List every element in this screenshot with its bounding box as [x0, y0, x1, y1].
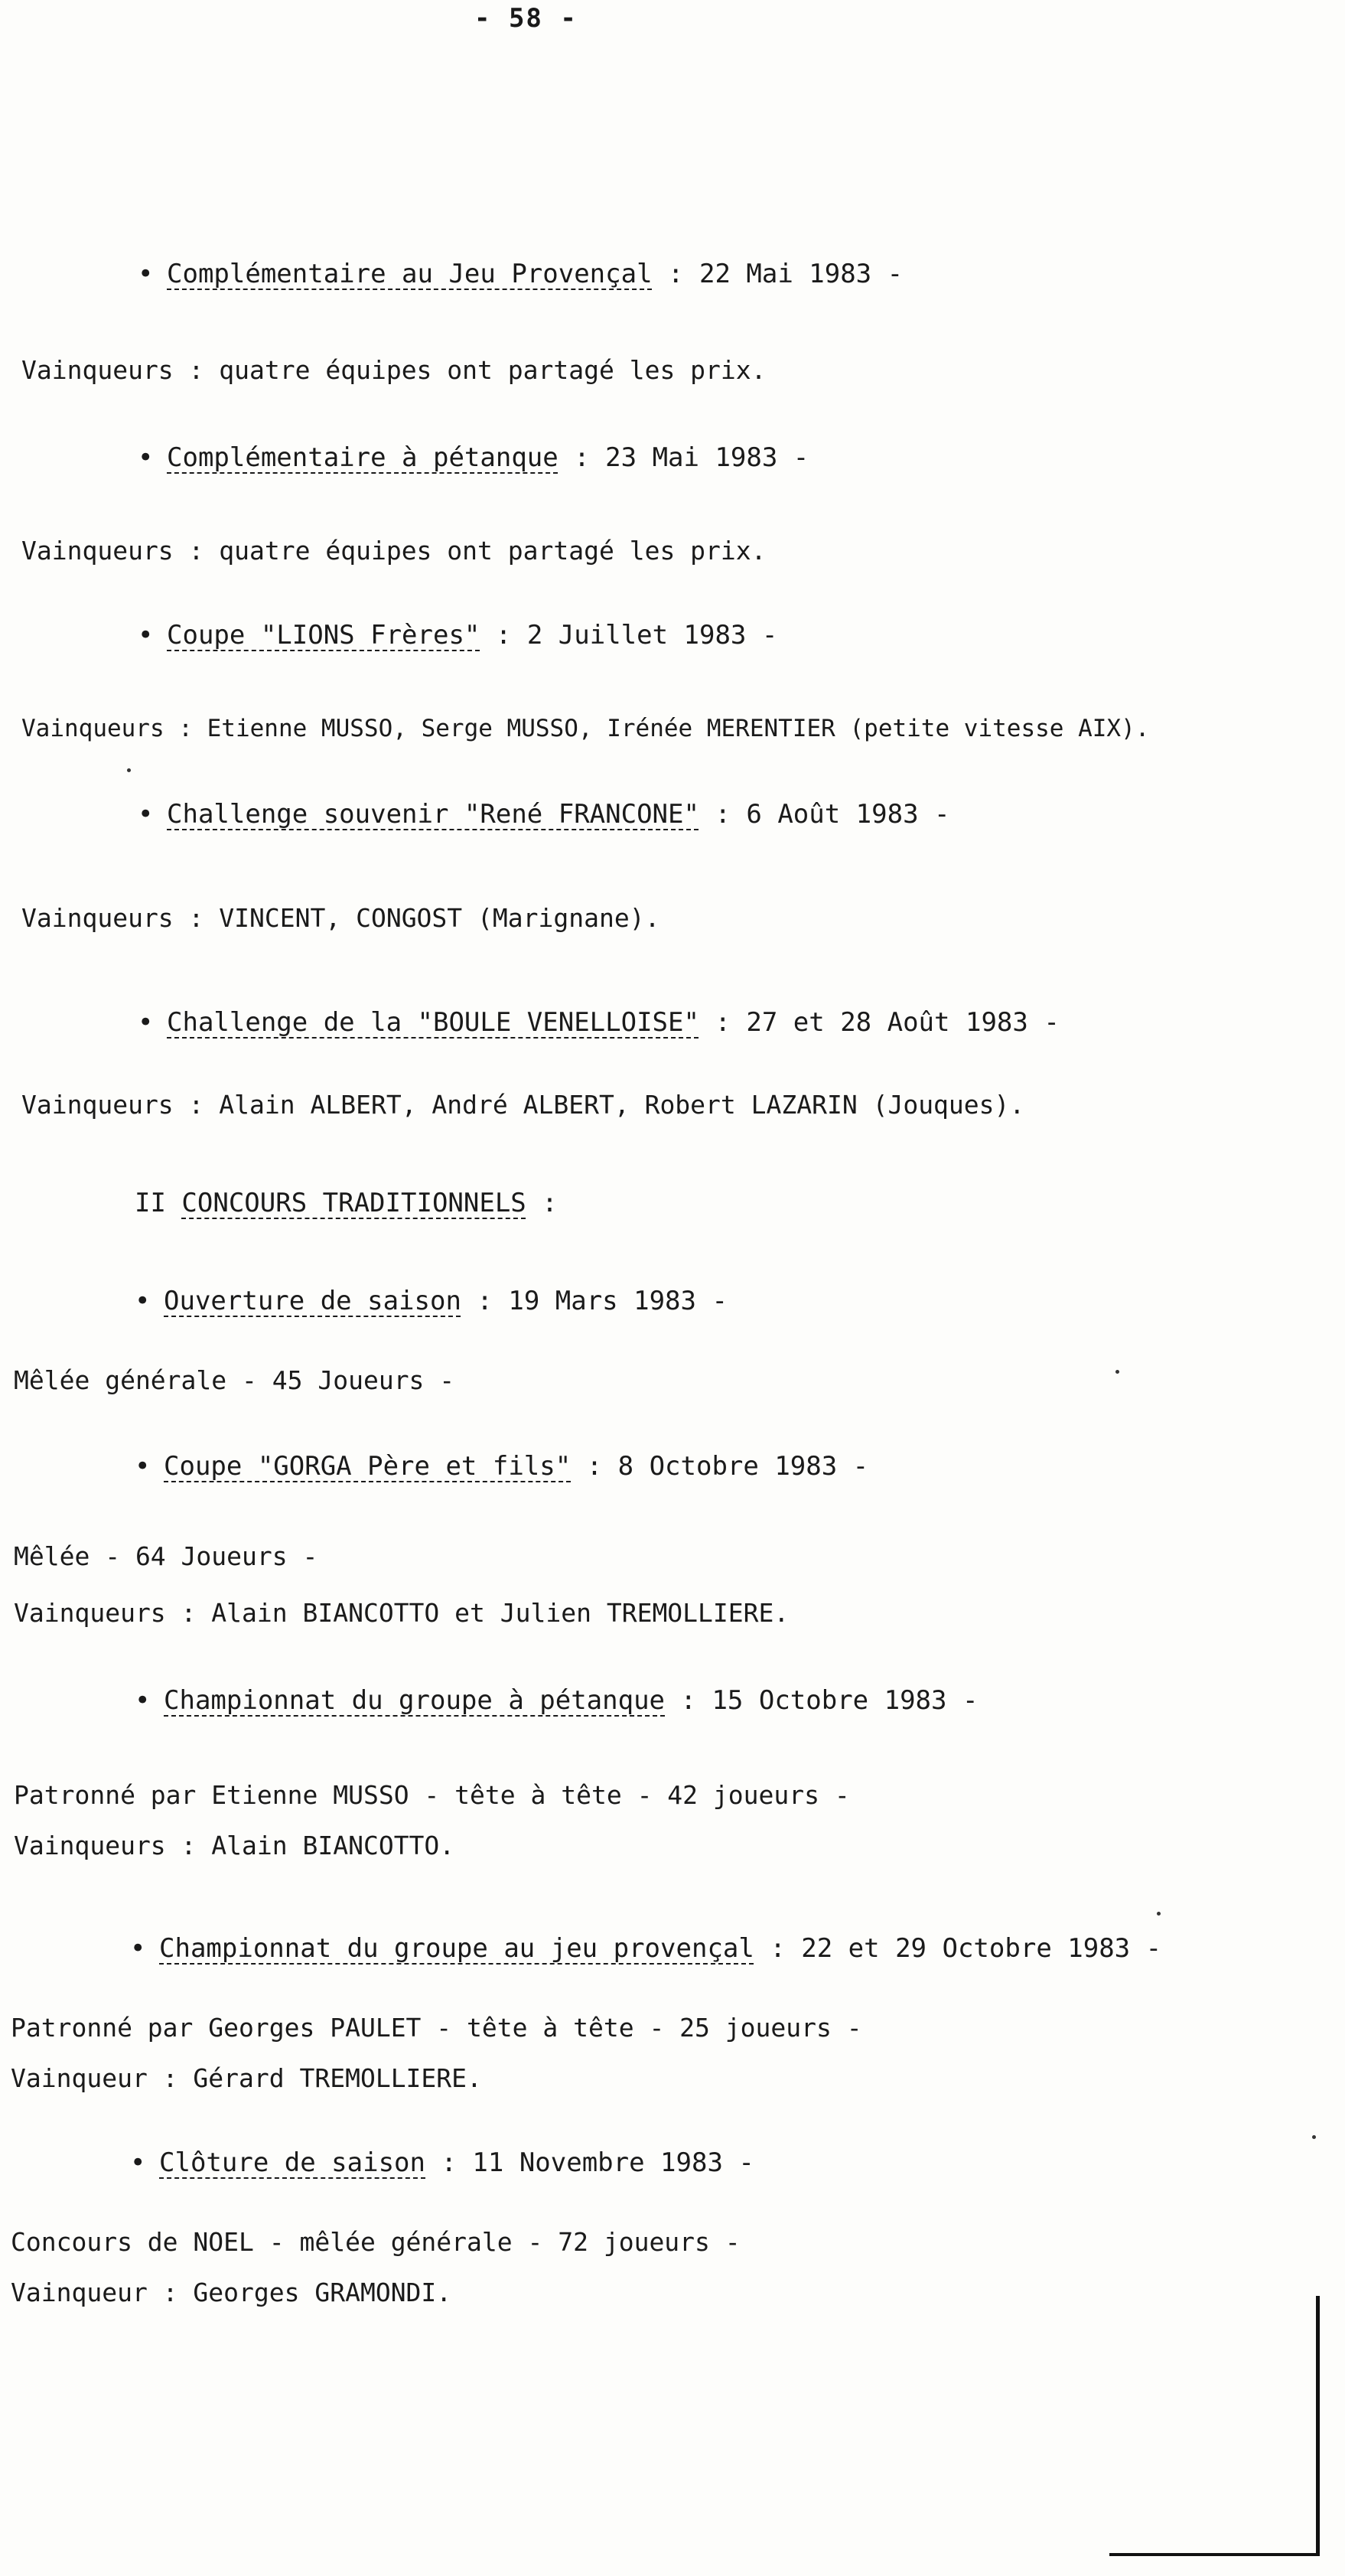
event-heading [138, 259, 903, 289]
event-heading [130, 1933, 1161, 1964]
event-date: : 22 et 29 Octobre 1983 - [754, 1933, 1162, 1964]
event-title: Championnat du groupe à pétanque [164, 1685, 666, 1716]
event-title: Challenge souvenir "René FRANCONE" [167, 799, 699, 830]
bullet-dot: • [138, 442, 154, 473]
event-heading [138, 799, 950, 830]
bullet-dot: • [138, 259, 154, 289]
result-line: Vainqueurs : Alain BIANCOTTO et Julien TREMOLLIERE. [14, 1598, 790, 1628]
bullet-dot: • [135, 1685, 151, 1716]
scan-speck [1115, 1370, 1119, 1374]
event-heading [135, 1685, 978, 1716]
event-title: Complémentaire au Jeu Provençal [167, 259, 653, 289]
bullet-dot: • [135, 1286, 151, 1316]
event-title: Clôture de saison [159, 2147, 425, 2178]
result-line: Mêlée - 64 Joueurs - [14, 1541, 318, 1571]
margin-rule-horizontal [1109, 2553, 1320, 2556]
margin-rule-vertical [1316, 2296, 1320, 2556]
event-heading [138, 1007, 1060, 1038]
event-heading [138, 620, 777, 651]
event-date: : 2 Juillet 1983 - [480, 620, 778, 651]
event-title: Coupe "GORGA Père et fils" [164, 1451, 572, 1482]
result-line: Patronné par Etienne MUSSO - tête à tête - 42 joueurs - [14, 1780, 850, 1810]
bullet-dot: • [130, 2147, 146, 2178]
event-date: : 11 Novembre 1983 - [425, 2147, 754, 2178]
result-line: Patronné par Georges PAULET - tête à tête - 25 joueurs - [11, 2013, 862, 2043]
page-number: - 58 - [474, 3, 578, 34]
section-heading [135, 1188, 558, 1218]
bullet-dot: • [135, 1451, 151, 1482]
event-heading [135, 1451, 868, 1482]
event-title: Coupe "LIONS Frères" [167, 620, 480, 651]
event-date: : 15 Octobre 1983 - [665, 1685, 979, 1716]
result-line: Concours de NOEL - mêlée générale - 72 joueurs - [11, 2227, 741, 2257]
bullet-dot: • [138, 799, 154, 830]
event-title: Complémentaire à pétanque [167, 442, 559, 473]
event-heading [130, 2147, 754, 2178]
bullet-dot: • [138, 620, 154, 651]
result-line: Vainqueurs : Alain BIANCOTTO. [14, 1831, 455, 1860]
event-heading [135, 1286, 728, 1316]
event-date: : 27 et 28 Août 1983 - [699, 1007, 1060, 1038]
section-title: CONCOURS TRADITIONNELS [181, 1188, 526, 1218]
result-line: Mêlée générale - 45 Joueurs - [14, 1365, 455, 1395]
event-date: : 23 Mai 1983 - [558, 442, 809, 473]
result-line: Vainqueur : Georges GRAMONDI. [11, 2278, 452, 2307]
result-line: Vainqueurs : VINCENT, CONGOST (Marignane). [21, 903, 660, 933]
section-numeral: II [135, 1188, 182, 1218]
scan-speck [1312, 2135, 1316, 2139]
event-date: : 22 Mai 1983 - [652, 259, 904, 289]
scan-speck [1157, 1912, 1161, 1916]
event-date: : 8 Octobre 1983 - [571, 1451, 869, 1482]
result-line: Vainqueur : Gérard TREMOLLIERE. [11, 2063, 482, 2093]
event-title: Ouverture de saison [164, 1286, 461, 1316]
event-title: Challenge de la "BOULE VENELLOISE" [167, 1007, 699, 1038]
event-title: Championnat du groupe au jeu provençal [159, 1933, 754, 1964]
event-date: : 6 Août 1983 - [699, 799, 950, 830]
event-date: : 19 Mars 1983 - [461, 1286, 728, 1316]
event-heading [138, 442, 809, 473]
result-line: Vainqueurs : Etienne MUSSO, Serge MUSSO, Irénée MERENTIER (petite vitesse AIX). [21, 715, 1150, 742]
result-line: Vainqueurs : quatre équipes ont partagé les prix. [21, 355, 767, 385]
bullet-dot: • [130, 1933, 146, 1964]
section-colon: : [526, 1188, 558, 1218]
result-line: Vainqueurs : quatre équipes ont partagé les prix. [21, 536, 767, 566]
result-line: Vainqueurs : Alain ALBERT, André ALBERT, Robert LAZARIN (Jouques). [21, 1090, 1025, 1120]
scan-speck [127, 768, 131, 772]
bullet-dot: • [138, 1007, 154, 1038]
